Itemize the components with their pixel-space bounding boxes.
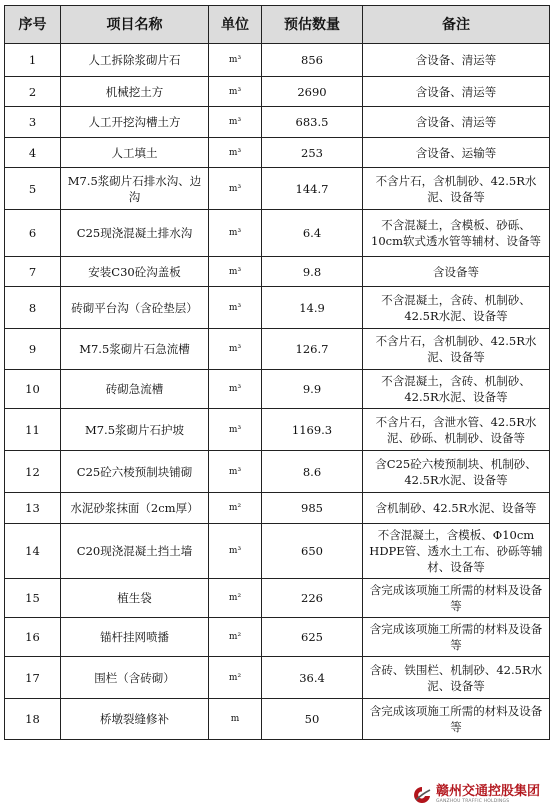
cell-name: 安装C30砼沟盖板	[61, 257, 209, 287]
cell-name: M7.5浆砌片石排水沟、边沟	[61, 168, 209, 210]
cell-no: 14	[5, 524, 61, 579]
table-row	[5, 138, 550, 168]
cell-unit: m³	[209, 287, 262, 329]
cell-qty: 6.4	[262, 210, 363, 257]
cell-no: 15	[5, 579, 61, 618]
cell-note: 含设备等	[363, 257, 550, 287]
cell-qty: 8.6	[262, 451, 363, 493]
table-row	[5, 257, 550, 287]
cell-no: 10	[5, 370, 61, 409]
cell-name: 砖砌平台沟（含砼垫层）	[61, 287, 209, 329]
cell-qty: 253	[262, 138, 363, 168]
table-row	[5, 44, 550, 77]
cell-qty: 144.7	[262, 168, 363, 210]
cell-no: 4	[5, 138, 61, 168]
company-logo	[412, 783, 540, 807]
cell-name: C25砼六棱预制块铺砌	[61, 451, 209, 493]
cell-unit: m³	[209, 44, 262, 77]
logo-name-en: GANZHOU TRAFFIC HOLDINGS	[436, 799, 510, 805]
cell-name: 砖砌急流槽	[61, 370, 209, 409]
cell-name: 围栏（含砖砌）	[61, 657, 209, 699]
cell-name: 桥墩裂缝修补	[61, 699, 209, 740]
header-no: 序号	[5, 6, 61, 44]
cell-no: 2	[5, 77, 61, 107]
table-row	[5, 370, 550, 409]
cell-unit: m³	[209, 524, 262, 579]
cell-name: 机械挖土方	[61, 77, 209, 107]
cell-unit: m³	[209, 370, 262, 409]
cell-unit: m²	[209, 618, 262, 657]
cell-no: 17	[5, 657, 61, 699]
table-row	[5, 657, 550, 699]
cell-note: 不含混凝土，含模板、砂砾、10cm软式透水管等辅材、设备等	[363, 210, 550, 257]
table-row	[5, 409, 550, 451]
table-row	[5, 77, 550, 107]
cell-note: 不含混凝土，含模板、Φ10cm HDPE管、透水土工布、砂砾等辅材、设备等	[363, 524, 550, 579]
cell-name: C25现浇混凝土排水沟	[61, 210, 209, 257]
cell-unit: m³	[209, 210, 262, 257]
cell-name: M7.5浆砌片石护坡	[61, 409, 209, 451]
cell-name: 锚杆挂网喷播	[61, 618, 209, 657]
cell-note: 不含片石，含泄水管、42.5R水泥、砂砾、机制砂、设备等	[363, 409, 550, 451]
table-header-row	[5, 6, 550, 44]
cell-qty: 2690	[262, 77, 363, 107]
cell-no: 16	[5, 618, 61, 657]
table-row	[5, 329, 550, 370]
cell-note: 含设备、清运等	[363, 77, 550, 107]
cell-note: 不含混凝土，含砖、机制砂、42.5R水泥、设备等	[363, 287, 550, 329]
cell-qty: 625	[262, 618, 363, 657]
cell-name: 水泥砂浆抹面（2cm厚）	[61, 493, 209, 524]
cell-name: 植生袋	[61, 579, 209, 618]
cell-no: 7	[5, 257, 61, 287]
table-row	[5, 579, 550, 618]
cell-unit: m²	[209, 657, 262, 699]
cell-name: 人工拆除浆砌片石	[61, 44, 209, 77]
cell-qty: 985	[262, 493, 363, 524]
cell-no: 18	[5, 699, 61, 740]
cell-unit: m²	[209, 579, 262, 618]
table-row	[5, 524, 550, 579]
cell-qty: 50	[262, 699, 363, 740]
table-row	[5, 451, 550, 493]
cell-note: 含设备、清运等	[363, 107, 550, 138]
cell-note: 含完成该项施工所需的材料及设备等	[363, 699, 550, 740]
cell-name: 人工开挖沟槽土方	[61, 107, 209, 138]
cell-no: 13	[5, 493, 61, 524]
cell-unit: m³	[209, 77, 262, 107]
cell-no: 9	[5, 329, 61, 370]
cell-note: 含C25砼六棱预制块、机制砂、42.5R水泥、设备等	[363, 451, 550, 493]
cell-qty: 683.5	[262, 107, 363, 138]
cell-note: 含完成该项施工所需的材料及设备等	[363, 618, 550, 657]
cell-unit: m³	[209, 409, 262, 451]
cell-qty: 9.9	[262, 370, 363, 409]
cell-qty: 14.9	[262, 287, 363, 329]
table-row	[5, 287, 550, 329]
ganzhou-traffic-logo-icon	[412, 785, 432, 805]
cell-unit: m²	[209, 493, 262, 524]
cell-qty: 650	[262, 524, 363, 579]
cell-unit: m³	[209, 107, 262, 138]
cell-qty: 856	[262, 44, 363, 77]
cell-unit: m³	[209, 257, 262, 287]
header-unit: 单位	[209, 6, 262, 44]
table-row	[5, 699, 550, 740]
cell-qty: 9.8	[262, 257, 363, 287]
cell-no: 6	[5, 210, 61, 257]
cell-unit: m³	[209, 168, 262, 210]
cell-qty: 36.4	[262, 657, 363, 699]
cell-note: 含完成该项施工所需的材料及设备等	[363, 579, 550, 618]
cell-unit: m³	[209, 451, 262, 493]
cell-name: 人工填土	[61, 138, 209, 168]
logo-name-cn: 赣州交通控股集团	[436, 784, 541, 800]
cell-qty: 226	[262, 579, 363, 618]
cell-note: 含砖、铁围栏、机制砂、42.5R水泥、设备等	[363, 657, 550, 699]
quantity-table	[4, 5, 550, 740]
cell-name: M7.5浆砌片石急流槽	[61, 329, 209, 370]
table-row	[5, 107, 550, 138]
table-row	[5, 493, 550, 524]
table-row	[5, 210, 550, 257]
cell-note: 不含片石，含机制砂、42.5R水泥、设备等	[363, 168, 550, 210]
cell-unit: m³	[209, 138, 262, 168]
cell-qty: 1169.3	[262, 409, 363, 451]
table-row	[5, 618, 550, 657]
cell-unit: m³	[209, 329, 262, 370]
cell-no: 1	[5, 44, 61, 77]
cell-unit: m	[209, 699, 262, 740]
cell-no: 11	[5, 409, 61, 451]
cell-no: 3	[5, 107, 61, 138]
cell-name: C20现浇混凝土挡土墙	[61, 524, 209, 579]
cell-note: 含机制砂、42.5R水泥、设备等	[363, 493, 550, 524]
cell-no: 12	[5, 451, 61, 493]
cell-no: 5	[5, 168, 61, 210]
header-note: 备注	[363, 6, 550, 44]
cell-note: 不含混凝土，含砖、机制砂、42.5R水泥、设备等	[363, 370, 550, 409]
header-name: 项目名称	[61, 6, 209, 44]
cell-no: 8	[5, 287, 61, 329]
cell-note: 含设备、清运等	[363, 44, 550, 77]
cell-note: 含设备、运输等	[363, 138, 550, 168]
header-qty: 预估数量	[262, 6, 363, 44]
table-row	[5, 168, 550, 210]
cell-qty: 126.7	[262, 329, 363, 370]
cell-note: 不含片石，含机制砂、42.5R水泥、设备等	[363, 329, 550, 370]
